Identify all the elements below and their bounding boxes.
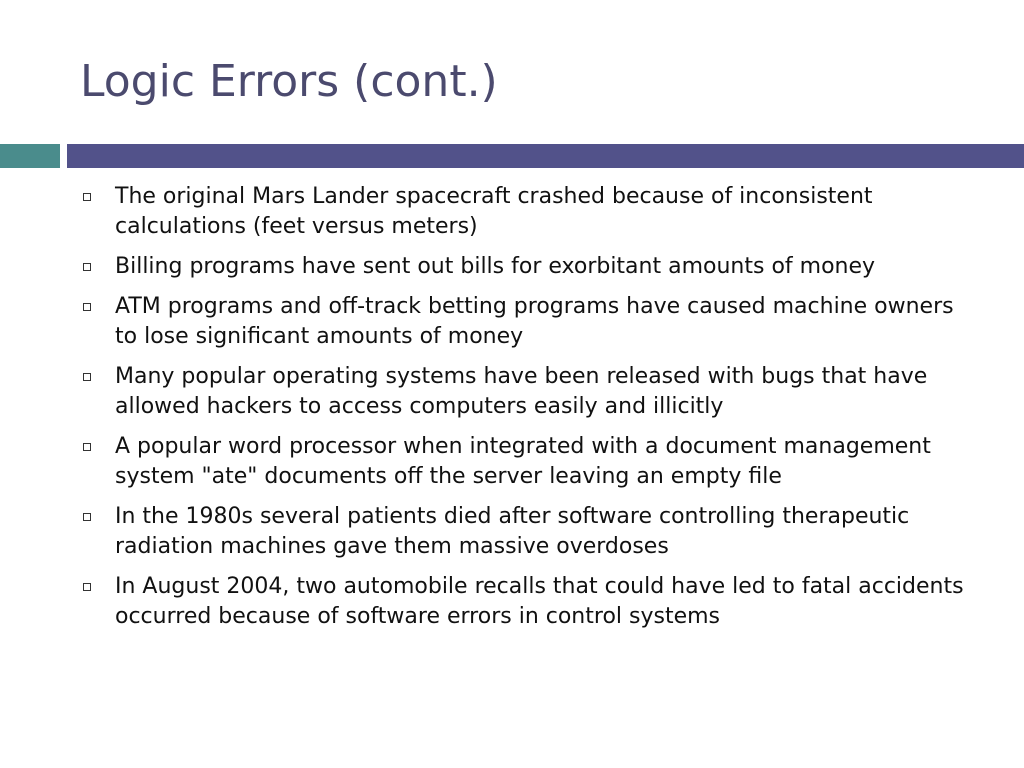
bullet-text: ATM programs and off-track betting programs have caused machine owners to lose significant amounts of money (115, 294, 954, 349)
bullet-text: A popular word processor when integrated with a document management system "ate" documents off the server leaving an empty file (115, 434, 931, 489)
hollow-square-bullet-icon (83, 373, 91, 381)
bullet-list (80, 182, 980, 642)
hollow-square-bullet-icon (83, 263, 91, 271)
list-item (80, 252, 980, 282)
bullet-text: Billing programs have sent out bills for exorbitant amounts of money (115, 254, 876, 279)
hollow-square-bullet-icon (83, 513, 91, 521)
title-accent-bar (0, 144, 60, 168)
hollow-square-bullet-icon (83, 443, 91, 451)
bullet-text: In the 1980s several patients died after software controlling therapeutic radiation machines gave them massive overdoses (115, 504, 910, 559)
bullet-text: In August 2004, two automobile recalls that could have led to fatal accidents occurred because of software errors in control systems (115, 574, 964, 629)
list-item (80, 362, 980, 422)
list-item (80, 432, 980, 492)
bullet-text: Many popular operating systems have been released with bugs that have allowed hackers to access computers easily and illicitly (115, 364, 928, 419)
list-item (80, 182, 980, 242)
bullet-text: The original Mars Lander spacecraft crashed because of inconsistent calculations (feet versus meters) (115, 184, 873, 239)
list-item (80, 572, 980, 632)
list-item (80, 502, 980, 562)
slide-title: Logic Errors (cont.) (80, 56, 498, 107)
hollow-square-bullet-icon (83, 193, 91, 201)
list-item (80, 292, 980, 352)
hollow-square-bullet-icon (83, 583, 91, 591)
title-divider-bar (67, 144, 1024, 168)
hollow-square-bullet-icon (83, 303, 91, 311)
